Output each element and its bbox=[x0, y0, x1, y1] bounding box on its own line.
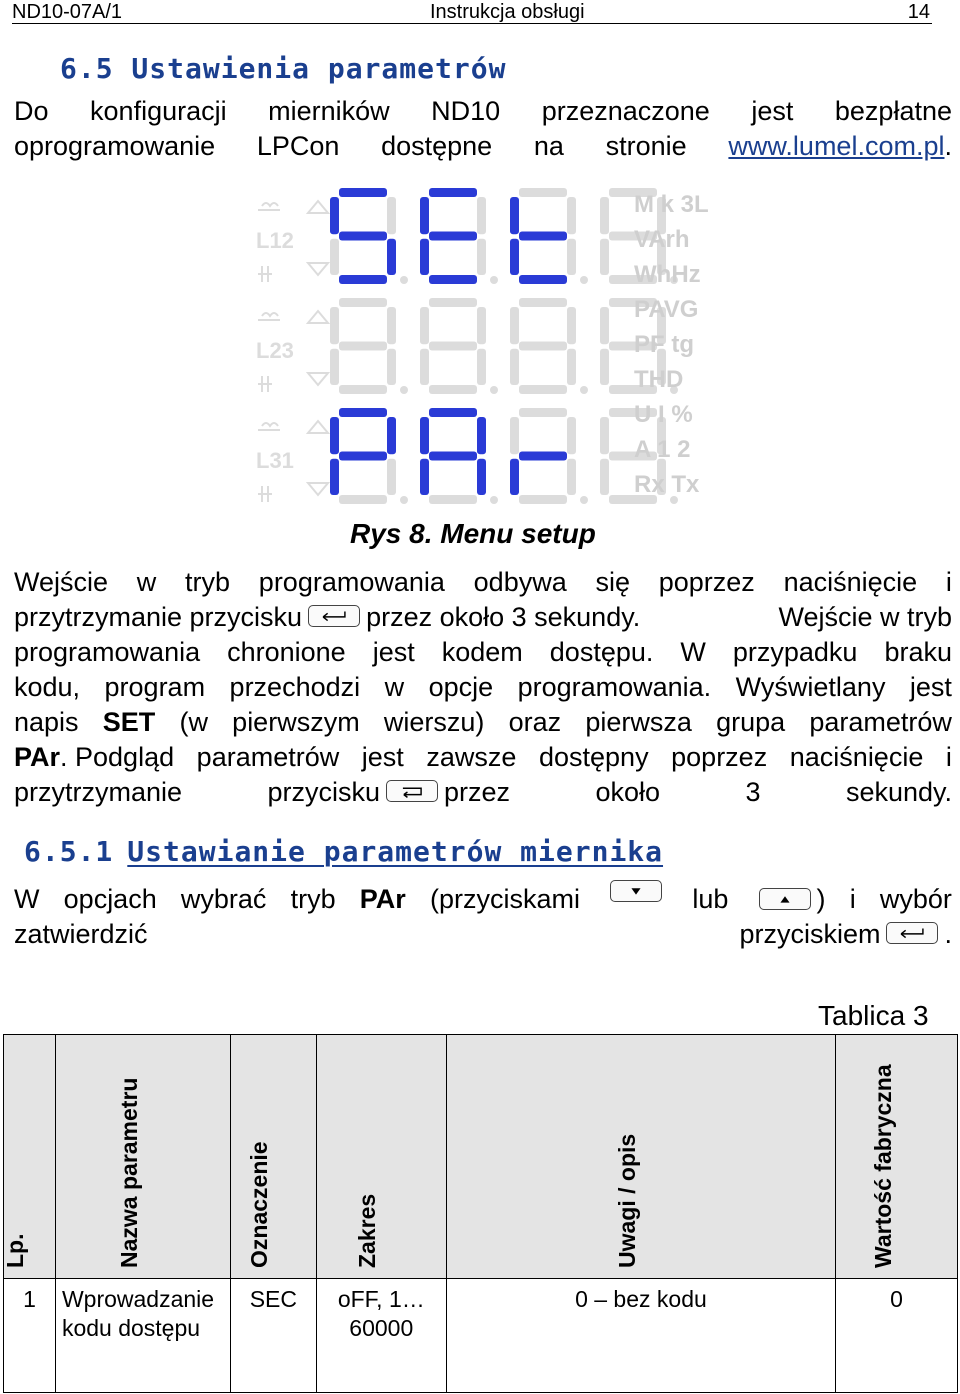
lcd-digit bbox=[330, 408, 408, 504]
word: programowania bbox=[14, 637, 201, 667]
cell-name: Wprowadzanie kodu dostępu bbox=[55, 1279, 230, 1393]
body-paragraph bbox=[14, 565, 952, 810]
lcd-unit-label: PF tg bbox=[634, 331, 694, 358]
lcd-phase-label: L31 bbox=[256, 448, 294, 473]
word: konfiguracji bbox=[90, 96, 227, 126]
parameters-table bbox=[3, 1034, 958, 1393]
par-keyword: PAr bbox=[359, 884, 406, 914]
lcd-digit bbox=[420, 408, 498, 504]
cell-range: oFF, 1… 60000 bbox=[316, 1279, 446, 1393]
body-line bbox=[14, 670, 952, 705]
word: przeznaczone bbox=[541, 96, 710, 126]
word: opcje bbox=[428, 672, 494, 702]
word: programowania. bbox=[517, 672, 712, 702]
enter-key-icon bbox=[308, 605, 360, 627]
lcd-phase-label: L23 bbox=[256, 338, 294, 363]
intro-paragraph bbox=[14, 94, 952, 164]
up-key-icon bbox=[759, 888, 811, 910]
word: i bbox=[945, 567, 952, 597]
lcd-digit bbox=[420, 188, 498, 284]
word: przypadku bbox=[732, 637, 858, 667]
word: tryb bbox=[185, 567, 231, 597]
word: W bbox=[680, 637, 706, 667]
word: braku bbox=[884, 637, 952, 667]
body-line bbox=[14, 565, 952, 600]
word: programowania bbox=[258, 567, 445, 597]
lcd-phase-indicator bbox=[256, 201, 328, 282]
word: przechodzi bbox=[229, 672, 361, 702]
cell-lp: 1 bbox=[4, 1279, 56, 1393]
subsection-title: 6.5.1 Ustawianie parametrów miernika bbox=[24, 835, 664, 868]
body-line: przytrzymanie przycisku przez około 3 sekundy. bbox=[14, 777, 953, 807]
word: ND10 bbox=[431, 96, 501, 126]
word: poprzez bbox=[658, 567, 755, 597]
word: Wejście bbox=[14, 567, 109, 597]
cell-symbol: SEC bbox=[230, 1279, 316, 1393]
col-header-default: Wartość fabryczna bbox=[836, 1035, 958, 1279]
col-header-name: Nazwa parametru bbox=[55, 1035, 230, 1279]
subsection-paragraph bbox=[14, 882, 952, 952]
enter-key-icon bbox=[886, 922, 938, 944]
table-row bbox=[4, 1279, 958, 1393]
table-caption: Tablica 3 bbox=[818, 1000, 929, 1031]
page-number: 14 bbox=[907, 1, 930, 23]
lcd-display bbox=[250, 180, 720, 510]
lcd-unit-label: WhHz bbox=[634, 261, 701, 288]
lcd-digit bbox=[330, 298, 408, 394]
word: Do bbox=[14, 96, 49, 126]
word: się bbox=[595, 567, 630, 597]
intro-line: oprogramowanie LPCon dostępne na stronie www.lumel.com.pl. bbox=[14, 131, 952, 161]
body-line bbox=[14, 635, 952, 670]
page-header bbox=[12, 0, 932, 24]
word: kodem bbox=[441, 637, 523, 667]
word: naciśnięcie bbox=[783, 567, 918, 597]
down-key-icon bbox=[610, 880, 662, 902]
word: Wyświetlany bbox=[735, 672, 886, 702]
par-keyword: PAr bbox=[14, 742, 61, 772]
lcd-digit bbox=[330, 188, 408, 284]
word: bezpłatne bbox=[834, 96, 952, 126]
word: jest bbox=[372, 637, 415, 667]
document-code: ND10-07A/1 bbox=[12, 1, 123, 23]
lcd-unit-label: M k 3L bbox=[634, 191, 709, 218]
word: program bbox=[104, 672, 206, 702]
body-line: napis SET (w pierwszym wierszu) oraz pierwsza grupa parametrów bbox=[14, 705, 952, 740]
subsection-line: zatwierdzić przyciskiem . bbox=[14, 919, 952, 949]
lcd-unit-label: THD bbox=[634, 366, 684, 393]
lcd-phase-indicator bbox=[256, 421, 328, 502]
set-keyword: SET bbox=[102, 707, 156, 737]
word: jest bbox=[751, 96, 794, 126]
lcd-unit-label: Rx Tx bbox=[634, 471, 700, 498]
table-header-row bbox=[4, 1035, 958, 1279]
col-header-range: Zakres bbox=[316, 1035, 446, 1279]
lumel-link[interactable]: www.lumel.com.pl bbox=[728, 131, 945, 161]
subsection-line: W opcjach wybrać tryb PAr (przyciskami lub ) i wybór bbox=[14, 882, 952, 917]
escape-key-icon bbox=[386, 780, 438, 802]
word: kodu, bbox=[14, 672, 81, 702]
lcd-digit bbox=[510, 188, 588, 284]
cell-notes: 0 – bez kodu bbox=[446, 1279, 835, 1393]
word: odbywa bbox=[473, 567, 567, 597]
lcd-unit-label: U I % bbox=[634, 401, 693, 428]
word: chronione bbox=[227, 637, 346, 667]
col-header-symbol: Oznaczenie bbox=[230, 1035, 316, 1279]
figure-caption: Rys 8. Menu setup bbox=[350, 518, 596, 549]
lcd-unit-label: PAVG bbox=[634, 296, 699, 323]
word: dostępu. bbox=[549, 637, 654, 667]
lcd-unit-label: VArh bbox=[634, 226, 690, 253]
lcd-digit bbox=[510, 408, 588, 504]
cell-default: 0 bbox=[836, 1279, 958, 1393]
word: jest bbox=[909, 672, 952, 702]
word: w bbox=[136, 567, 157, 597]
col-header-lp: Lp. bbox=[4, 1035, 56, 1279]
body-line: przytrzymanie przycisku przez około 3 sekundy. Wejście w tryb bbox=[14, 602, 952, 632]
col-header-notes: Uwagi / opis bbox=[446, 1035, 835, 1279]
word: w bbox=[384, 672, 405, 702]
body-line: PAr. Podgląd parametrów jest zawsze dostępny poprzez naciśnięcie i bbox=[14, 742, 952, 772]
word: mierników bbox=[268, 96, 390, 126]
lcd-phase-indicator bbox=[256, 311, 328, 392]
lcd-digit bbox=[420, 298, 498, 394]
lcd-phase-label: L12 bbox=[256, 228, 294, 253]
header-title: Instrukcja obsługi bbox=[430, 1, 585, 23]
section-title: 6.5 Ustawienia parametrów bbox=[60, 52, 507, 85]
lcd-unit-label: A 1 2 bbox=[634, 436, 691, 463]
lcd-digit bbox=[510, 298, 588, 394]
intro-line bbox=[14, 94, 952, 129]
